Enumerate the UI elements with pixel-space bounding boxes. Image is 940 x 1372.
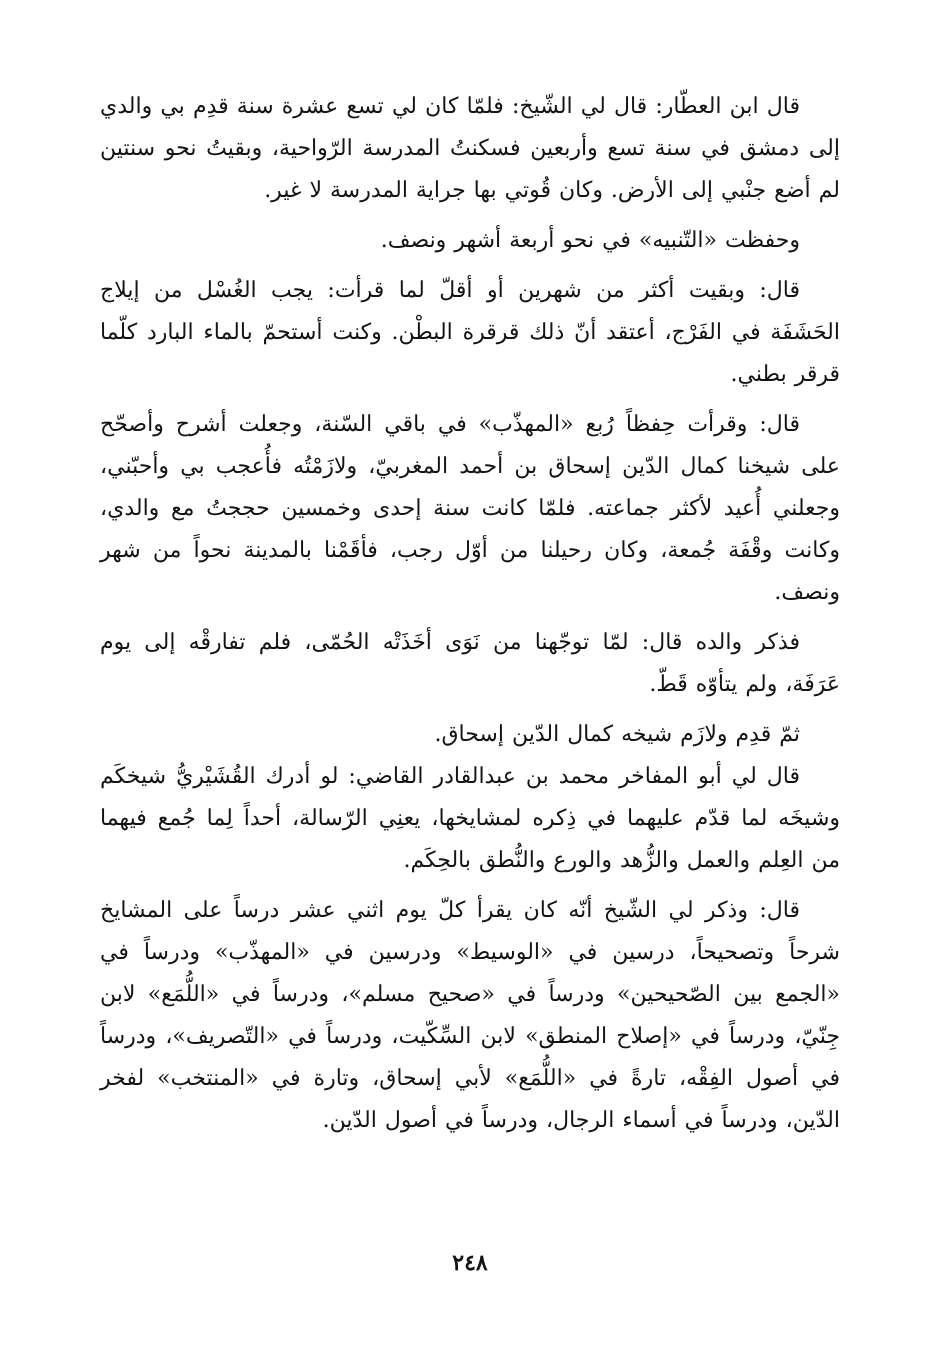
- paragraph-1: قال ابن العطّار: قال لي الشّيخ: فلمّا كان لي تسع عشرة سنة قدِم بي والدي إلى دمشق في سنة تسع وأربعين فسكنتُ المدرسة الرّواحية، وبقيتُ نحو سنتين لم أضع جنْبي إلى الأرض. وكان قُوتي بها جراية المدرسة لا غير.: [100, 94, 840, 203]
- paragraph-6: ثمّ قدِم ولازَم شيخه كمال الدّين إسحاق.: [434, 722, 800, 747]
- paragraph-2: وحفظت «التّنبيه» في نحو أربعة أشهر ونصف.: [380, 228, 800, 253]
- page-number: ٢٤٨: [452, 1250, 488, 1276]
- paragraph-7: قال لي أبو المفاخر محمد بن عبدالقادر القاضي: لو أدرك القُشَيْريُّ شيخكَم وشيخَه لما قدّم عليهما في ذِكره لمشايخها، يعنِي الرّسالة، أحداً لِما جُمع فيهما من العِلم والعمل والزُّهد والورع والنُّطق بالحِكَم.: [100, 764, 840, 873]
- paragraph-3: قال: وبقيت أكثر من شهرين أو أقلّ لما قرأت: يجب الغُسْل من إيلاج الحَشَفَة في الفَرْج، أعتقد أنّ ذلك قرقرة البطْن. وكنت أستحمّ بالماء البارد كلّما قرقر بطني.: [100, 278, 840, 387]
- body-text: [100, 86, 840, 1142]
- paragraph-8: قال: وذكر لي الشّيخ أنّه كان يقرأ كلّ يوم اثني عشر درساً على المشايخ شرحاً وتصحيحاً، درسين في «الوسيط» ودرسين في «المهذّب» ودرساً في «الجمع بين الصّحيحين» ودرساً في «صحيح مسلم»، ودرساً في «اللُّمَع» لابن جِنّيّ، ودرساً في «إصلاح المنطق» لابن السِّكّيت، ودرساً في «التّصريف»، ودرساً في أصول الفِقْه، تارةً في «اللُّمَع» لأبي إسحاق، وتارة في «المنتخب» لفخر الدّين، ودرساً في أسماء الرجال، ودرساً في أصول الدّين.: [100, 898, 840, 1133]
- paragraph-4: قال: وقرأت حِفظاً رُبع «المهذّب» في باقي السّنة، وجعلت أشرح وأصحّح على شيخنا كمال الدّين إسحاق بن أحمد المغربيّ، ولازَمْتُه فأُعجب بي وأحبّني، وجعلني أُعيد لأكثر جماعته. فلمّا كانت سنة إحدى وخمسين حججتُ مع والدي، وكانت وقْفَة جُمعة، وكان رحيلنا من أوّل رجب، فأقَمْنا بالمدينة نحواً من شهر ونصف.: [100, 412, 840, 605]
- paragraph-5: فذكر والده قال: لمّا توجّهنا من نَوَى أخَذَتْه الحُمّى، فلم تفارقْه إلى يوم عَرَفَة، ولم يتأوّه قَطّ.: [100, 630, 840, 697]
